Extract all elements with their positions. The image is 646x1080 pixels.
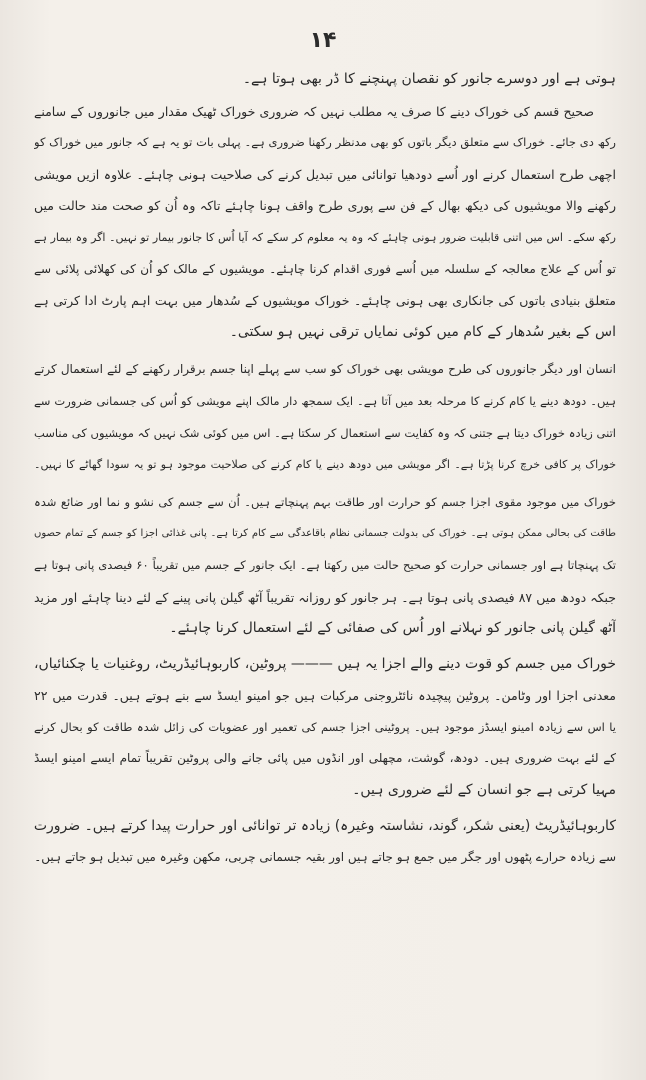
- paragraph: [34, 811, 616, 874]
- page-number: ۱۴: [309, 28, 337, 53]
- text-line: رکھنے والا مویشیوں کی دیکھ بھال کے فن سے پوری طرح واقف ہونا چاہئے تاکہ وہ اُن کو صحت مند حالت میں: [34, 198, 616, 214]
- text-line: طاقت کی بحالی ممکن ہوتی ہے۔ خوراک کی بدولت جسمانی نظام باقاعدگی سے کام کرتا ہے۔ پانی غذائی اجزا کو جسم کے تمام حصوں: [34, 528, 616, 540]
- text-line: تک پہنچاتا ہے اور جسمانی حرارت کو صحیح حالت میں رکھتا ہے۔ ایک جانور کے جسم میں تقریباً ۶۰ فیصدی پانی ہوتا ہے: [34, 557, 616, 572]
- paragraph: [34, 487, 616, 645]
- paragraph: [34, 64, 616, 348]
- page-content: [34, 64, 616, 874]
- text-line: صحیح قسم کی خوراک دینے کا صرف یہ مطلب نہیں کہ ضروری خوراک ٹھیک مقدار میں جانوروں کے سامنے: [34, 103, 594, 119]
- text-line: خوراک میں جسم کو قوت دینے والے اجزا یہ ہیں ——— پروٹین، کاربوہائیڈریٹ، روغنیات یا چکنائیاں،: [34, 655, 616, 672]
- text-line: ہوتی ہے اور دوسرے جانور کو نقصان پہنچنے کا ڈر بھی ہوتا ہے۔: [242, 71, 616, 87]
- text-line: آٹھ گیلن پانی جانور کو نہلانے اور اُس کی صفائی کے لئے استعمال کرنا چاہئے۔: [169, 620, 616, 637]
- text-line: اس کے بغیر سُدھار کے کام میں کوئی نمایاں ترقی نہیں ہو سکتی۔: [229, 323, 616, 340]
- text-line: متعلق بنیادی باتوں کی جانکاری بھی ہونی چاہئے۔ خوراک مویشیوں کے سُدھار میں بہت اہم پارٹ ادا کرتی ہے: [34, 293, 616, 309]
- text-line: اچھی طرح استعمال کرنے اور اُسے دودھیا توانائی میں تبدیل کرنے کی صلاحیت ہونی چاہئے۔ علاوہ ازیں مویشی: [34, 166, 616, 182]
- text-line: کے لئے بہت ضروری ہیں۔ دودھ، گوشت، مچھلی اور انڈوں میں پائی جانے والی پروٹین تقریباً تمام ایسے امینو ایسڈ: [34, 751, 616, 766]
- text-line: خوراک پر کافی خرچ کرنا پڑتا ہے۔ اگر مویشی میں دودھ دینے یا کام کرنے کی صلاحیت موجود ہو تو یہ سودا گھاٹے کا نہیں۔: [34, 458, 616, 472]
- text-line: کاربوہائیڈریٹ (یعنی شکر، گوند، نشاستہ وغیرہ) زیادہ تر توانائی اور حرارت پیدا کرتے ہیں۔ ضرورت: [34, 817, 616, 834]
- text-line: اتنی زیادہ خوراک دیتا ہے جتنی کہ وہ کفایت سے استعمال کر سکتا ہے۔ اس میں کوئی شک نہیں کہ مویشیوں کی مناسب: [34, 425, 616, 440]
- text-line: تو اُس کے علاج معالجہ کے سلسلہ میں اُسے فوری اقدام کرنا چاہئے۔ مویشیوں کے مالک کو اُن کی کھلائی پلائی سے: [34, 261, 616, 276]
- text-line: جبکہ دودھ میں ۸۷ فیصدی پانی ہوتا ہے۔ ہر جانور کو روزانہ تقریباً آٹھ گیلن پانی پینے کے لئے دینا چاہئے اور مزید: [34, 589, 616, 605]
- text-line: سے زیادہ حرارے پٹھوں اور جگر میں جمع ہو جاتے ہیں اور بقیہ جسمانی چربی، مکھن وغیرہ میں تبدیل ہو جاتے ہیں۔: [34, 850, 616, 865]
- text-line: رکھ دی جائے۔ خوراک سے متعلق دیگر باتوں کو بھی مدنظر رکھنا ضروری ہے۔ پہلی بات تو یہ ہے کہ جانور میں خوراک کو: [34, 135, 616, 150]
- paragraph: [34, 649, 616, 807]
- text-line: یا اس سے زیادہ امینو ایسڈز موجود ہیں۔ پروٹینی اجزا جسم کی تعمیر اور عضویات کی زائل شدہ طاقت کو بحال کرنے: [34, 719, 616, 734]
- text-line: مہیا کرتی ہے جو انسان کے لئے ضروری ہیں۔: [352, 782, 616, 799]
- paragraph: [34, 354, 616, 480]
- text-line: ہیں۔ دودھ دینے یا کام کرنے کا مرحلہ بعد میں آتا ہے۔ ایک سمجھ دار مالک اپنے مویشی کو اُس کی جسمانی ضرورت سے: [34, 393, 616, 408]
- text-line: انسان اور دیگر جانوروں کی طرح مویشی بھی خوراک کو سب سے پہلے اپنا جسم برقرار رکھنے کے لئے استعمال کرتے: [34, 362, 616, 377]
- text-line: معدنی اجزا اور وٹامن۔ پروٹین پیچیدہ نائٹروجنی مرکبات ہیں جو امینو ایسڈ سے بنے ہوتے ہیں۔ قدرت میں ۲۲: [34, 688, 616, 704]
- text-line: خوراک میں موجود مقوی اجزا جسم کو حرارت اور طاقت بہم پہنچاتے ہیں۔ اُن سے جسم کی نشو و نما اور ضائع شدہ: [34, 494, 616, 509]
- text-line: رکھ سکے۔ اس میں اتنی قابلیت ضرور ہونی چاہئے کہ وہ یہ معلوم کر سکے کہ آیا اُس کا جانور بیمار تو نہیں۔ اگر وہ بیمار ہے: [34, 230, 616, 244]
